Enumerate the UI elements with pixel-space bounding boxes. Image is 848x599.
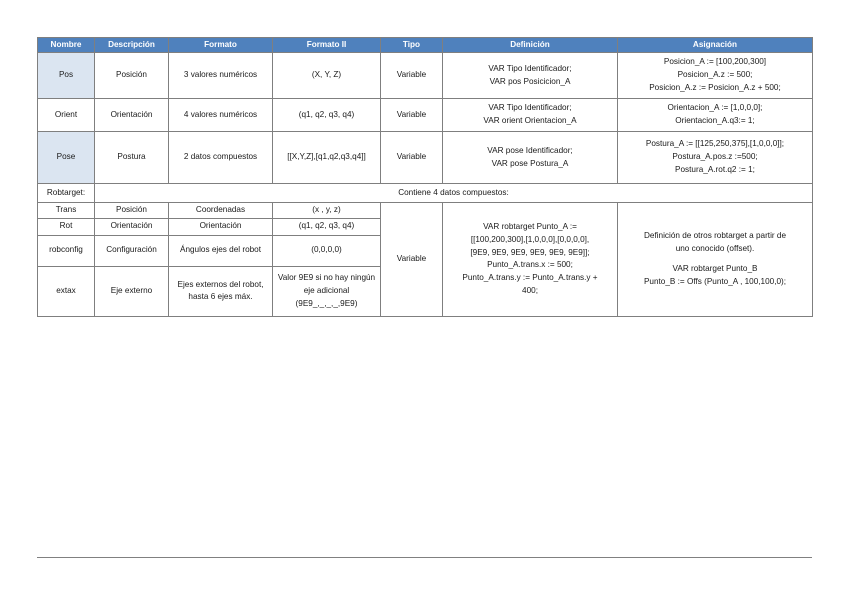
header-tipo: Tipo <box>381 38 443 53</box>
row-description: Orientación <box>95 99 169 132</box>
row-name: extax <box>38 266 95 316</box>
robtarget-assignment <box>618 203 813 317</box>
definition-line: VAR Tipo Identificador; <box>488 63 572 73</box>
robtarget-type: Variable <box>381 203 443 317</box>
row-name: robconfig <box>38 235 95 266</box>
assignment-line: Postura_A.pos.z :=500; <box>672 152 758 162</box>
definition-line: VAR pose Identificador; <box>487 145 573 155</box>
definition-line: [[100,200,300],[1,0,0,0],[0,0,0,0], <box>470 234 590 244</box>
definition-line: VAR Tipo Identificador; <box>488 103 572 113</box>
definition-line: Punto_A.trans.x := 500; <box>487 260 573 270</box>
row-name: Pos <box>38 53 95 99</box>
table-row-trans <box>38 203 813 219</box>
header-definicion: Definición <box>443 38 618 53</box>
table-row-pose <box>38 132 813 184</box>
row-description: Postura <box>95 132 169 184</box>
row-format: Orientación <box>169 218 273 235</box>
row-definition <box>443 53 618 99</box>
row-format: Ángulos ejes del robot <box>169 235 273 266</box>
header-asignacion: Asignación <box>618 38 813 53</box>
assignment-line: Posicion_A.z := 500; <box>677 70 753 80</box>
page-bottom-rule <box>37 557 812 558</box>
row-format-ii: (0,0,0,0) <box>273 235 381 266</box>
row-name: Trans <box>38 203 95 219</box>
row-format-ii: (q1, q2, q3, q4) <box>273 99 381 132</box>
row-format-ii: (X, Y, Z) <box>273 53 381 99</box>
row-name: Pose <box>38 132 95 184</box>
assignment-line: Orientacion_A.q3:= 1; <box>675 116 755 125</box>
assignment-line: Orientacion_A := [1,0,0,0]; <box>667 103 763 113</box>
assignment-line: Definición de otros robtarget a partir de <box>644 231 786 241</box>
row-name: Orient <box>38 99 95 132</box>
row-description: Eje externo <box>95 266 169 316</box>
row-type: Variable <box>381 99 443 132</box>
row-format-ii: (q1, q2, q3, q4) <box>273 218 381 235</box>
definition-line: VAR robtarget Punto_A := <box>483 222 577 232</box>
definition-line: 400; <box>522 285 538 295</box>
row-type: Variable <box>381 132 443 184</box>
assignment-line: Postura_A.rot.q2 := 1; <box>675 164 755 174</box>
robtarget-description: Contiene 4 datos compuestos: <box>95 184 813 203</box>
assignment-line: uno conocido (offset). <box>675 244 755 254</box>
row-description: Orientación <box>95 218 169 235</box>
row-definition <box>443 132 618 184</box>
definition-line: VAR pose Postura_A <box>491 158 569 168</box>
table-header-row <box>38 38 813 53</box>
header-formato-ii: Formato II <box>273 38 381 53</box>
row-description: Posición <box>95 53 169 99</box>
table-row-orient <box>38 99 813 132</box>
header-nombre: Nombre <box>38 38 95 53</box>
row-format-ii: (x , y, z) <box>273 203 381 219</box>
definition-line: Punto_A.trans.y := Punto_A.trans.y + <box>462 273 598 283</box>
data-types-table <box>37 37 813 317</box>
table-row-pos <box>38 53 813 99</box>
row-description: Configuración <box>95 235 169 266</box>
assignment-line: Posicion_A := [100,200,300] <box>663 57 767 67</box>
assignment-line: VAR robtarget Punto_B <box>672 263 758 273</box>
row-format-ii: Valor 9E9 si no hay ningún eje adicional (9E9_,_,_,_,9E9) <box>273 266 381 316</box>
row-assignment <box>618 99 813 132</box>
definition-line: VAR pos Posicicion_A <box>489 76 571 86</box>
row-format: 2 datos compuestos <box>169 132 273 184</box>
row-description: Posición <box>95 203 169 219</box>
table-row-robtarget <box>38 184 813 203</box>
header-formato: Formato <box>169 38 273 53</box>
header-descripcion: Descripción <box>95 38 169 53</box>
row-definition <box>443 99 618 132</box>
row-type: Variable <box>381 53 443 99</box>
row-format: Coordenadas <box>169 203 273 219</box>
row-format: 3 valores numéricos <box>169 53 273 99</box>
row-format-ii: [[X,Y,Z],[q1,q2,q3,q4]] <box>273 132 381 184</box>
row-name: Rot <box>38 218 95 235</box>
assignment-line: Postura_A := [[125,250,375],[1,0,0,0]]; <box>645 139 785 149</box>
assignment-line: Posicion_A.z := Posicion_A.z + 500; <box>649 82 781 92</box>
definition-line: [9E9, 9E9, 9E9, 9E9, 9E9, 9E9]]; <box>470 247 590 257</box>
robtarget-label: Robtarget: <box>38 184 95 203</box>
row-assignment <box>618 132 813 184</box>
assignment-spacer <box>621 256 809 263</box>
row-format: Ejes externos del robot, hasta 6 ejes máx. <box>169 266 273 316</box>
definition-line: VAR orient Orientacion_A <box>483 116 577 125</box>
row-format: 4 valores numéricos <box>169 99 273 132</box>
robtarget-definition <box>443 203 618 317</box>
assignment-line: Punto_B := Offs (Punto_A , 100,100,0); <box>643 276 787 286</box>
row-assignment <box>618 53 813 99</box>
